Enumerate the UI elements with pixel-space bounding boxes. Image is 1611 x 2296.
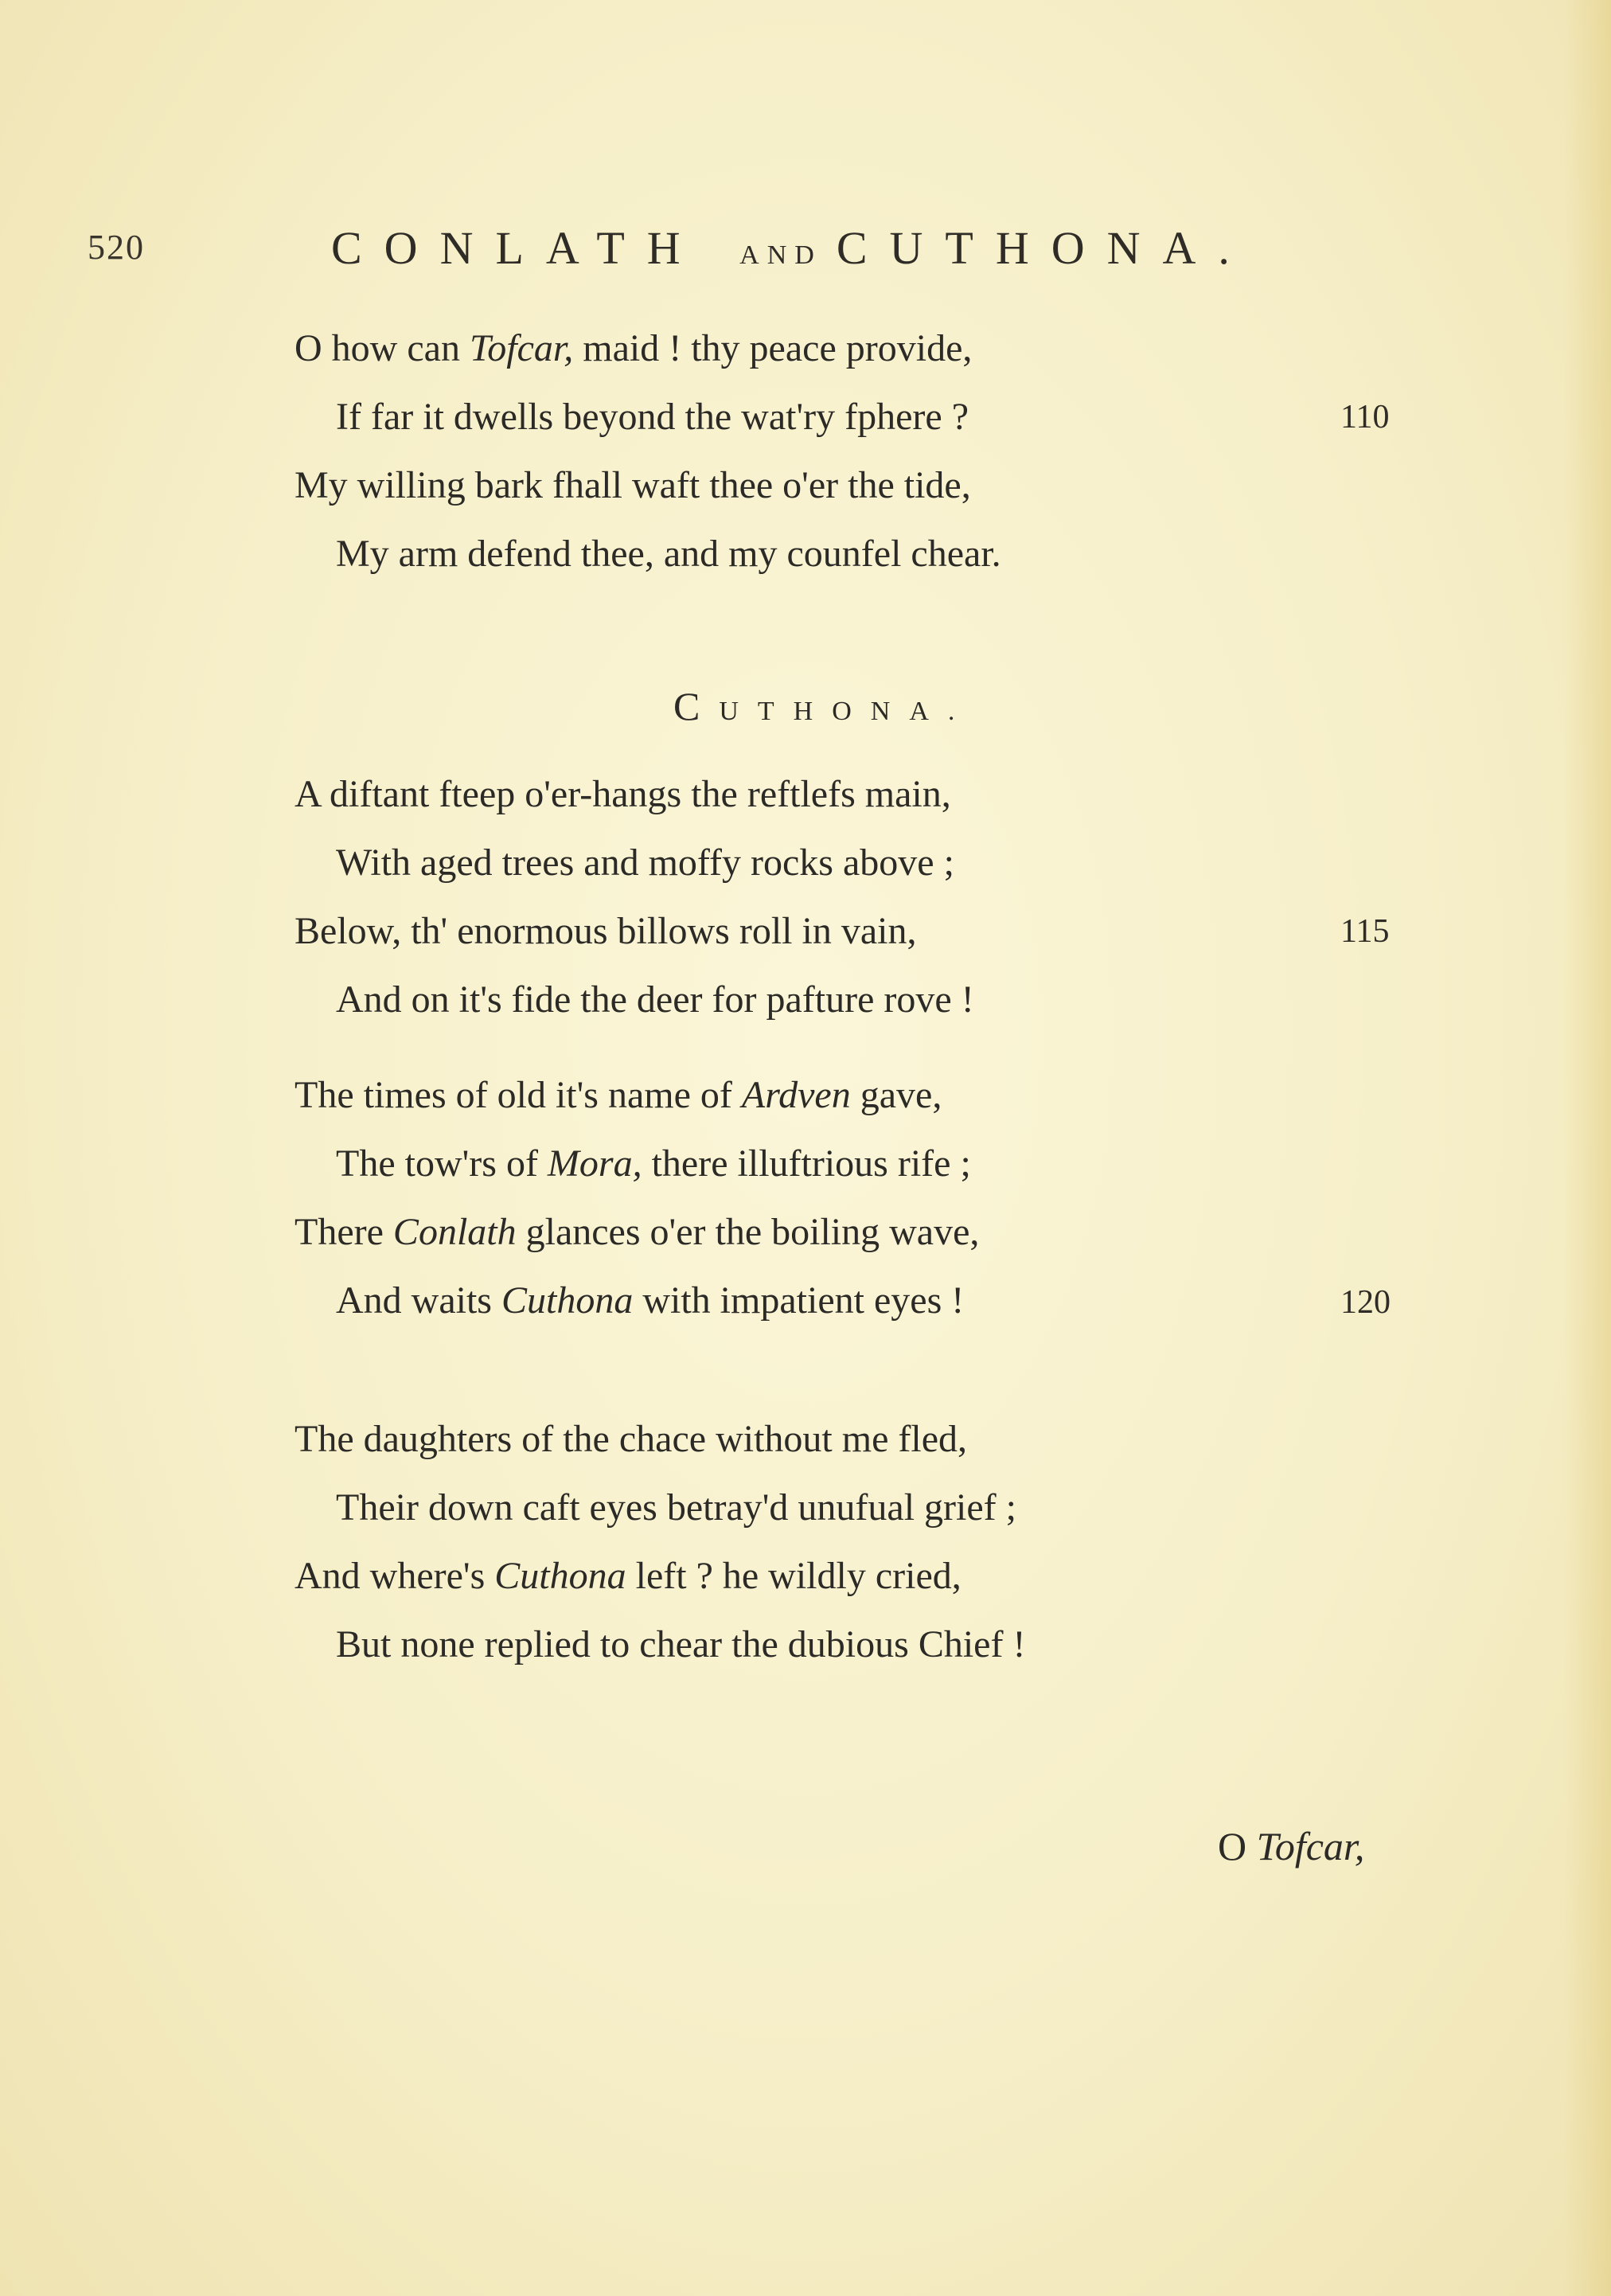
- line-number: 115: [1340, 913, 1390, 950]
- catchword: O Tofcar,: [1218, 1824, 1365, 1868]
- page-edge-shading: [1563, 0, 1611, 2296]
- running-head-connector: AND: [739, 240, 822, 270]
- line-number: 110: [1340, 399, 1390, 435]
- page-number: 520: [88, 228, 145, 267]
- verse-line: O how can Tofcar, maid ! thy peace provide,: [295, 327, 973, 369]
- verse-line: There Conlath glances o'er the boiling wave,: [295, 1211, 980, 1253]
- verse-line: If far it dwells beyond the wat'ry fphere ?: [336, 396, 969, 438]
- verse-line: The tow'rs of Mora, there illuftrious rife ;: [336, 1142, 971, 1185]
- running-head-title-1: CONLATH: [331, 222, 703, 274]
- verse-line: And where's Cuthona left ? he wildly cried,: [295, 1555, 962, 1597]
- verse-line: And on it's fide the deer for pafture rove !: [336, 978, 974, 1021]
- verse-line: With aged trees and moffy rocks above ;: [336, 841, 954, 884]
- verse-line: And waits Cuthona with impatient eyes !: [336, 1279, 965, 1322]
- verse-line: My arm defend thee, and my counfel chear.: [336, 533, 1001, 575]
- verse-line: A diftant fteep o'er-hangs the reftlefs main,: [295, 773, 951, 815]
- verse-line: The times of old it's name of Ardven gave,: [295, 1074, 942, 1116]
- line-number: 120: [1340, 1284, 1391, 1321]
- verse-line: Below, th' enormous billows roll in vain,: [295, 910, 917, 952]
- verse-line: Their down caft eyes betray'd unufual grief ;: [336, 1486, 1016, 1529]
- verse-line: My willing bark fhall waft thee o'er the tide,: [295, 464, 971, 506]
- verse-line: The daughters of the chace without me fled,: [295, 1418, 968, 1460]
- speaker-heading: CUTHONA.: [673, 684, 974, 728]
- running-head: [331, 221, 1252, 275]
- running-head-title-2: CUTHONA.: [836, 222, 1252, 274]
- verse-line: But none replied to chear the dubious Chief !: [336, 1623, 1026, 1665]
